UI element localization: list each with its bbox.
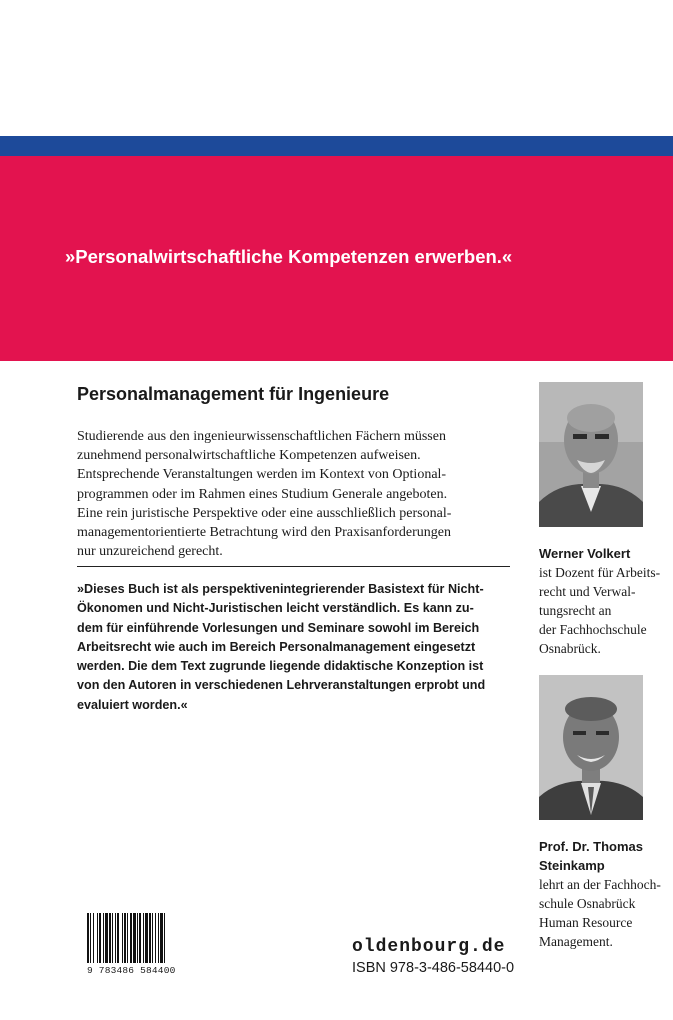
author-bio-line: der Fachhochschule bbox=[539, 622, 647, 637]
barcode-digits: 9 783486 584400 bbox=[87, 965, 176, 976]
barcode bbox=[87, 913, 191, 963]
author-bio-line: Human Resource bbox=[539, 915, 633, 930]
author-bio-line: ist Dozent für Arbeits- bbox=[539, 565, 661, 580]
quote-line: von den Autoren in verschiedenen Lehrveranstaltungen erprobt und bbox=[77, 678, 486, 693]
tagline: »Personalwirtschaftliche Kompetenzen erwerben.« bbox=[65, 246, 513, 267]
description-line: programmen oder im Rahmen eines Studium Generale angeboten. bbox=[77, 486, 448, 502]
publisher-url: oldenbourg.de bbox=[352, 937, 506, 957]
author-bio-line: schule Osnabrück bbox=[539, 896, 636, 911]
description-line: Studierende aus den ingenieurwissenschaftlichen Fächern müssen bbox=[77, 429, 446, 444]
author-photo-volkert bbox=[539, 382, 643, 527]
blue-band bbox=[0, 136, 673, 156]
author-steinkamp bbox=[539, 837, 661, 951]
quote-line: »Dieses Buch ist als perspektivenintegrierender Basistext für Nicht- bbox=[77, 582, 484, 596]
description-line: managementorientierte Betrachtung wird den Praxisanforderungen bbox=[77, 525, 451, 541]
quote-line: dem für einführende Vorlesungen und Seminare sowohl im Bereich bbox=[77, 620, 480, 635]
author-name: Werner Volkert bbox=[539, 546, 631, 561]
quote-line: Ökonomen und Nicht-Juristischen leicht verständlich. Es kann zu- bbox=[77, 601, 474, 616]
author-bio-line: lehrt an der Fachhoch- bbox=[539, 877, 661, 892]
description-line: Eine rein juristische Perspektive oder eine ausschließlich personal- bbox=[77, 505, 452, 521]
quote-line: Arbeitsrecht wie auch im Bereich Personalmanagement eingesetzt bbox=[77, 639, 476, 654]
author-bio-line: recht und Verwal- bbox=[539, 584, 636, 599]
quote bbox=[77, 580, 485, 715]
description-line: Entsprechende Veranstaltungen werden im Kontext von Optional- bbox=[77, 467, 447, 483]
author-volkert bbox=[539, 544, 660, 658]
author-name-line: Prof. Dr. Thomas bbox=[539, 839, 644, 854]
quote-line: evaluiert worden.« bbox=[77, 697, 188, 712]
divider bbox=[77, 566, 510, 567]
author-bio-line: Management. bbox=[539, 934, 613, 949]
isbn: ISBN 978-3-486-58440-0 bbox=[352, 960, 515, 976]
author-photo-steinkamp bbox=[539, 675, 643, 820]
description bbox=[77, 427, 517, 561]
description-line: zunehmend personalwirtschaftliche Kompetenzen aufweisen. bbox=[77, 448, 421, 464]
author-bio-line: tungsrecht an bbox=[539, 603, 612, 618]
author-name-line: Steinkamp bbox=[539, 858, 605, 873]
description-line: nur unzureichend gerecht. bbox=[77, 544, 223, 560]
book-title: Personalmanagement für Ingenieure bbox=[77, 384, 390, 404]
author-bio-line: Osnabrück. bbox=[539, 641, 601, 656]
quote-line: werden. Die dem Text zugrunde liegende didaktische Konzeption ist bbox=[77, 659, 484, 674]
